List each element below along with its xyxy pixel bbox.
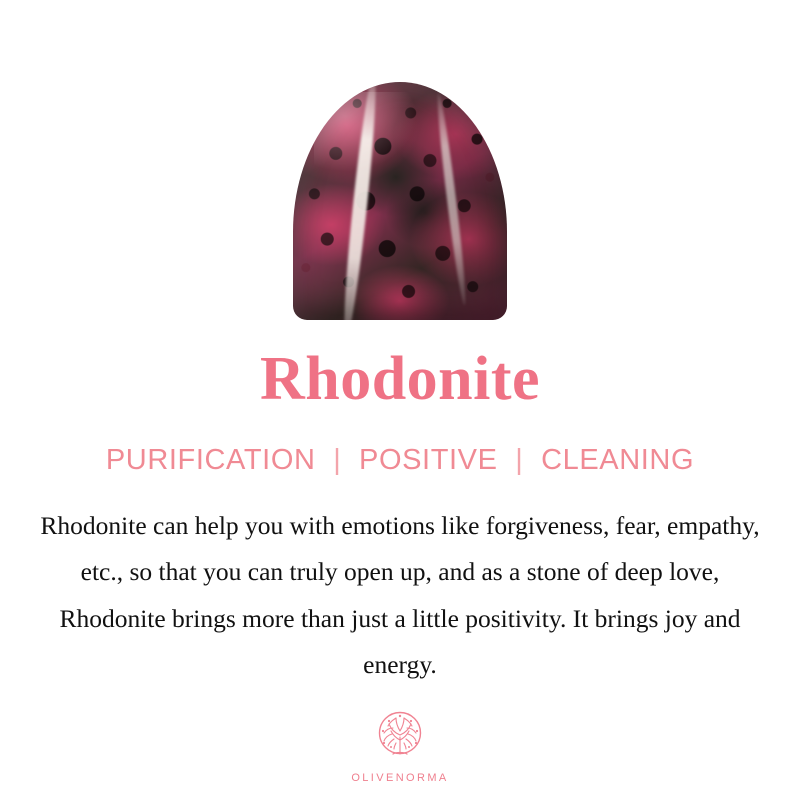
stone-texture [293,82,507,320]
product-description: Rhodonite can help you with emotions like forgiveness, fear, empathy, etc., so that you can truly open up, and as a stone of deep love, Rhodonite brings more than just a little positivity. It brings joy and energy. [40,511,760,680]
keyword-purification: PURIFICATION [105,444,316,476]
tree-of-life-icon [369,707,431,769]
keyword-cleaning: CLEANING [541,444,695,476]
brand-name: OLIVENORMA [351,771,449,784]
brand-logo [351,707,448,784]
keyword-separator-1: | [333,444,342,476]
keyword-positive: POSITIVE [359,444,498,476]
stone-image-container [0,0,800,320]
keyword-list [106,444,694,477]
rhodonite-stone-image [293,82,507,320]
page-title: Rhodonite [259,345,541,413]
keyword-separator-2: | [515,444,524,476]
